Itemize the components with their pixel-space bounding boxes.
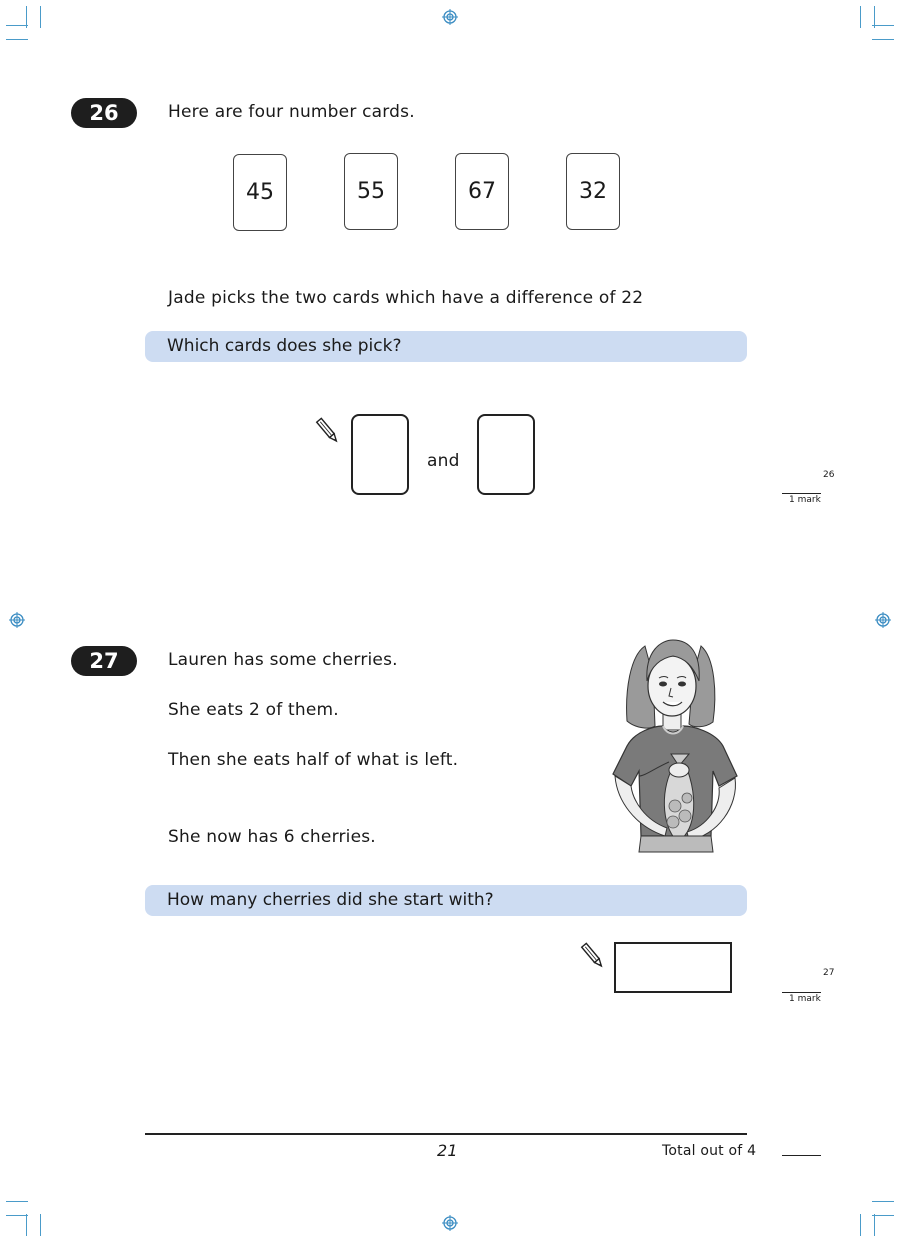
answer-box-cherries[interactable] (614, 942, 732, 993)
number-card: 67 (455, 153, 509, 230)
crop-mark (6, 1215, 28, 1216)
q27-line: Lauren has some cherries. (168, 650, 398, 670)
mark-allocation: 1 mark (789, 994, 821, 1004)
question-number-badge: 27 (71, 646, 137, 676)
number-card: 45 (233, 154, 287, 231)
crop-mark (40, 6, 41, 28)
total-mark-line (782, 1155, 821, 1156)
question-number-badge: 26 (71, 98, 137, 128)
registration-mark-icon (9, 612, 25, 628)
number-card: 32 (566, 153, 620, 230)
answer-box-second-card[interactable] (477, 414, 535, 495)
mark-allocation: 1 mark (789, 495, 821, 505)
pencil-icon (315, 416, 341, 446)
crop-mark (26, 1214, 27, 1236)
q27-question-text: How many cherries did she start with? (167, 890, 494, 910)
answer-box-first-card[interactable] (351, 414, 409, 495)
crop-mark (6, 39, 28, 40)
crop-mark (40, 1214, 41, 1236)
crop-mark (860, 6, 861, 28)
q27-line: She now has 6 cherries. (168, 827, 376, 847)
margin-question-number: 26 (823, 470, 835, 480)
total-label: Total out of 4 (662, 1143, 757, 1159)
crop-mark (6, 1201, 28, 1202)
registration-mark-icon (442, 9, 458, 25)
q26-intro: Here are four number cards. (168, 102, 415, 122)
footer-rule (145, 1133, 747, 1135)
crop-mark (874, 1214, 875, 1236)
q26-question-prompt (145, 331, 747, 362)
mark-line (782, 992, 821, 993)
crop-mark (872, 1201, 894, 1202)
number-card: 55 (344, 153, 398, 230)
q26-statement: Jade picks the two cards which have a difference of 22 (168, 288, 644, 308)
q27-line: She eats 2 of them. (168, 700, 339, 720)
and-label: and (427, 451, 460, 471)
mark-line (782, 493, 821, 494)
page-number: 21 (437, 1141, 458, 1160)
crop-mark (872, 1215, 894, 1216)
margin-question-number: 27 (823, 968, 835, 978)
registration-mark-icon (442, 1215, 458, 1231)
q27-line: Then she eats half of what is left. (168, 750, 459, 770)
registration-mark-icon (875, 612, 891, 628)
pencil-icon (580, 941, 606, 971)
girl-with-cherries-illustration (605, 636, 745, 856)
q26-question-text: Which cards does she pick? (167, 336, 402, 356)
crop-mark (6, 25, 28, 26)
crop-mark (872, 39, 894, 40)
q27-question-prompt (145, 885, 747, 916)
crop-mark (872, 25, 894, 26)
crop-mark (860, 1214, 861, 1236)
